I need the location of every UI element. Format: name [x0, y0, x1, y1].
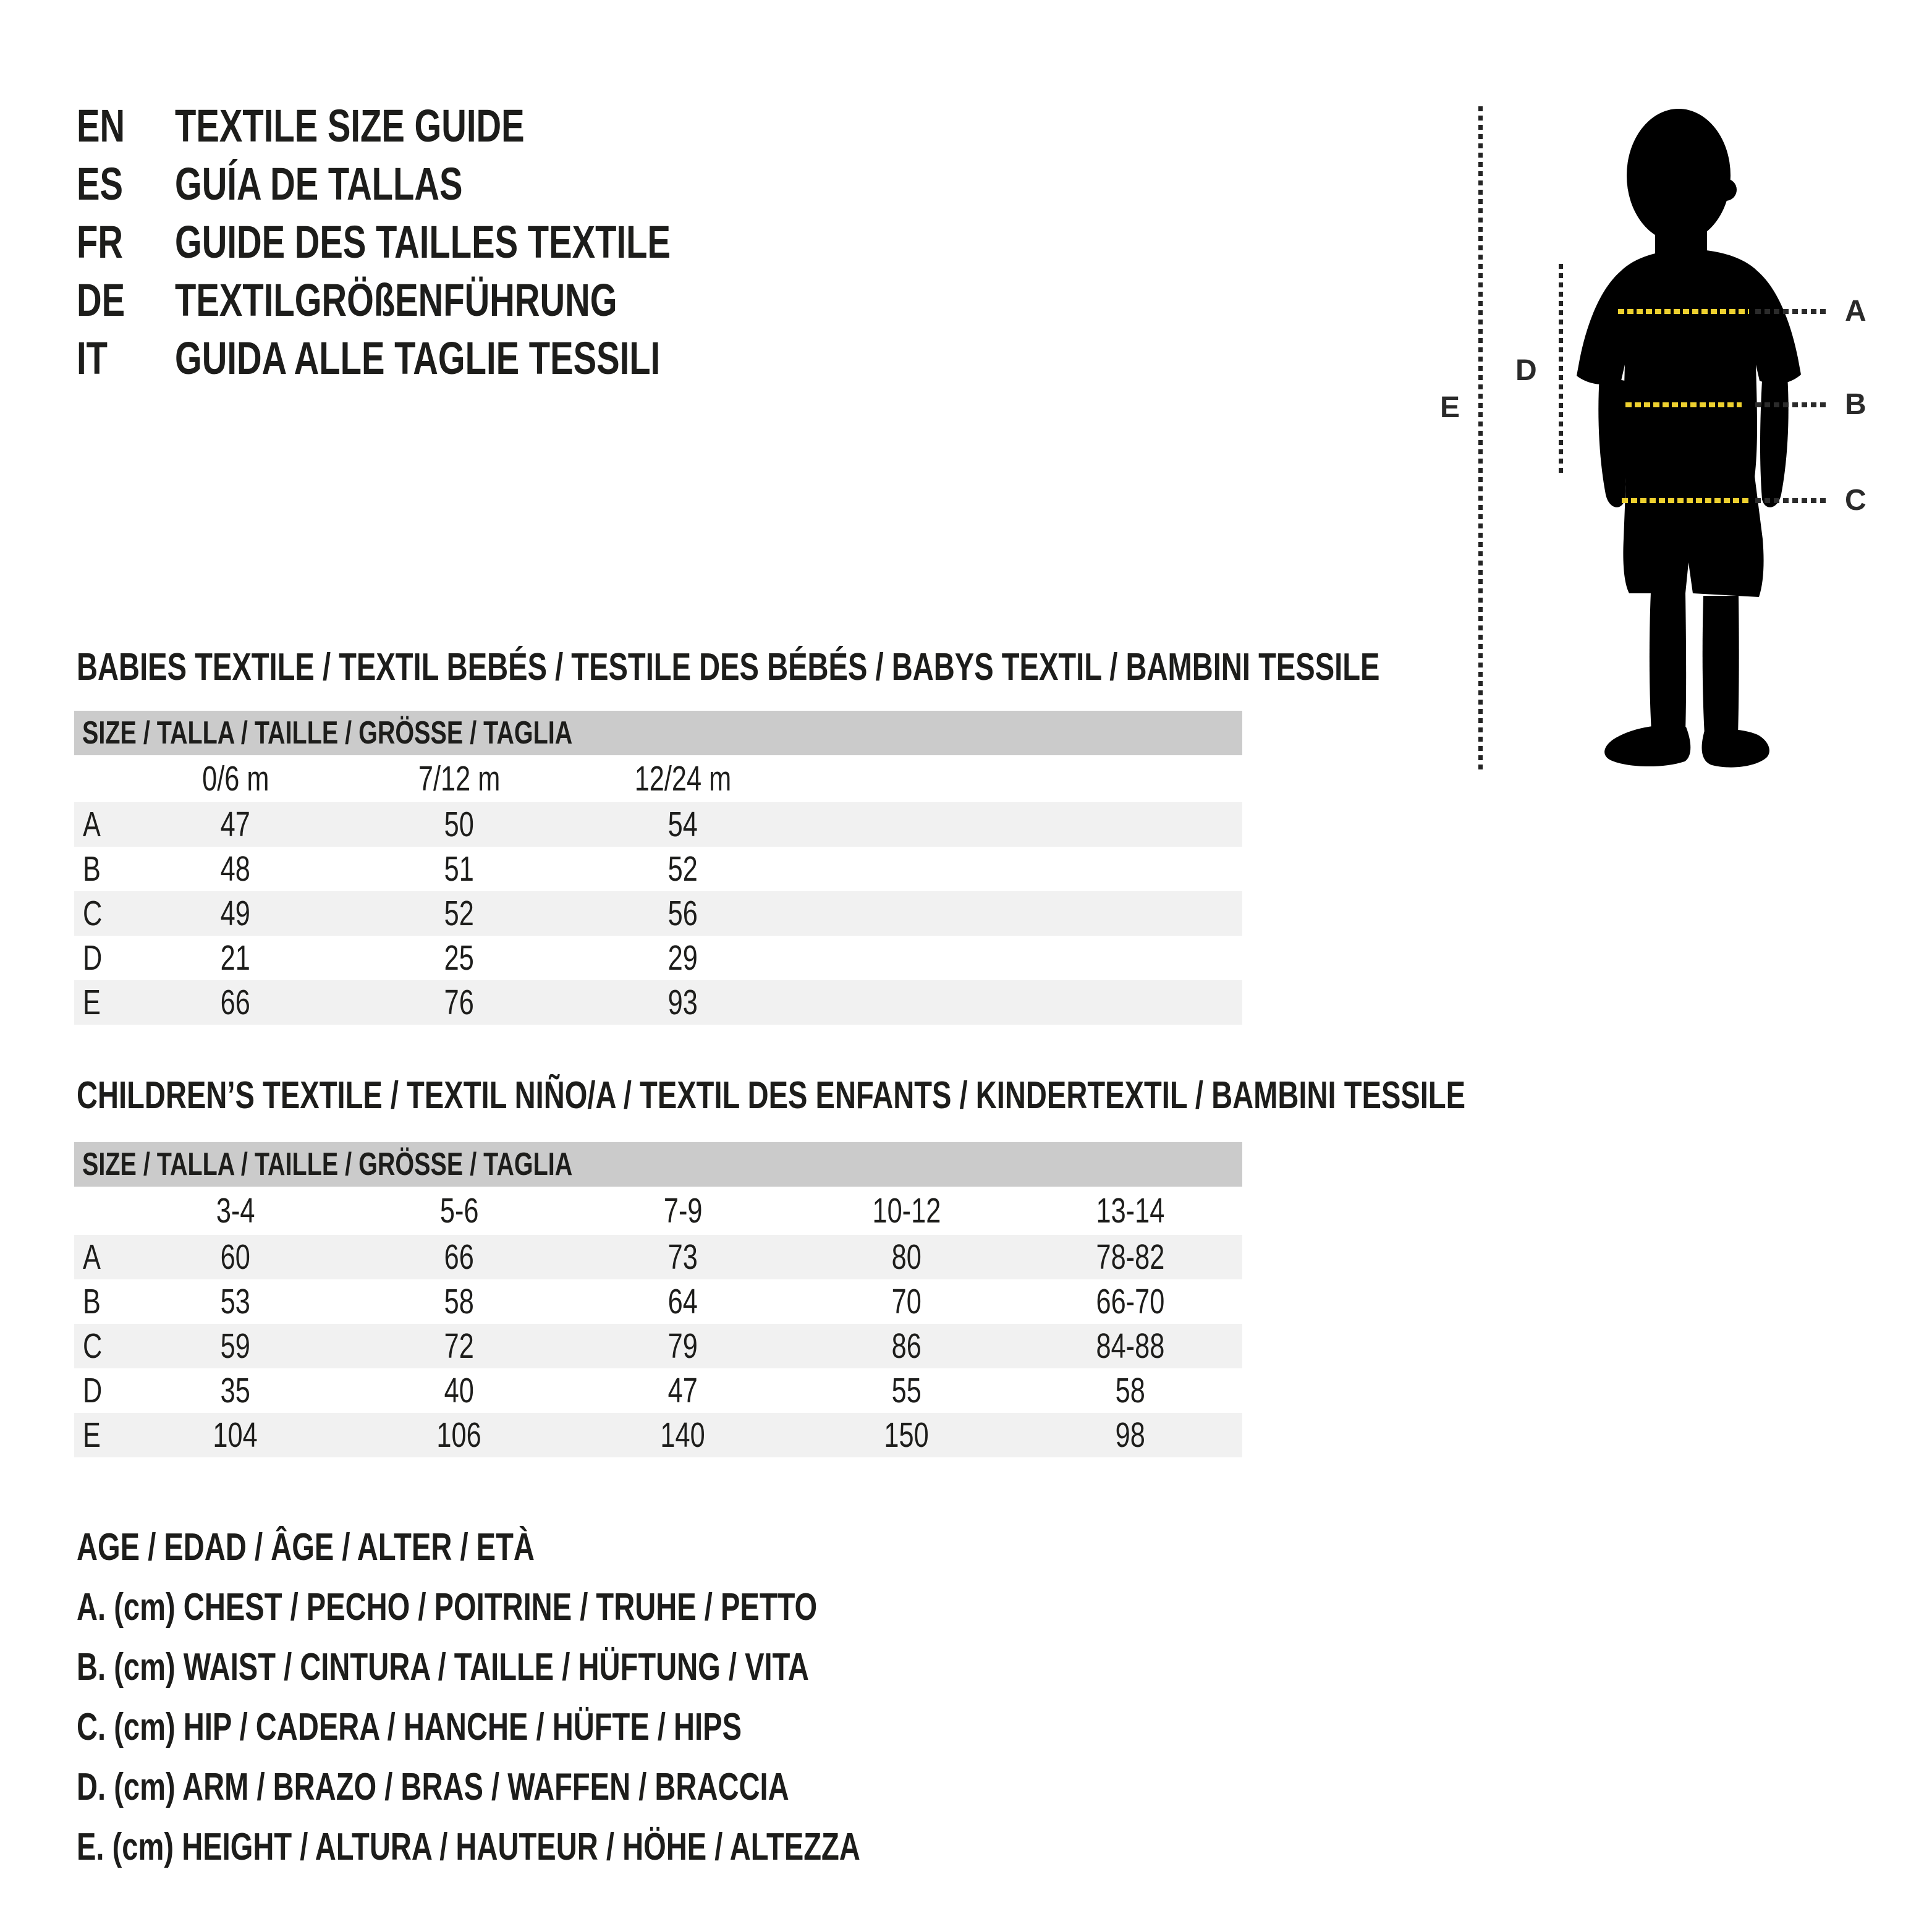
- table-row: [74, 980, 1242, 1025]
- arm-measure-line-D: [1559, 264, 1563, 477]
- measure-label-E: E: [1440, 391, 1460, 424]
- table-cell: [124, 1237, 347, 1277]
- measure-label-D: D: [1515, 354, 1537, 387]
- row-label-text: C: [83, 1326, 103, 1366]
- row-label-text: B: [83, 849, 101, 889]
- column-header: [1019, 1190, 1242, 1231]
- language-row: [77, 271, 1313, 329]
- cell-value: 53: [220, 1281, 251, 1321]
- table-cell: [571, 1370, 795, 1410]
- legend-line-text: C. (cm) HIP / CADERA / HANCHE / HÜFTE / HIPS: [77, 1706, 742, 1748]
- babies-table-header-text: SIZE / TALLA / TAILLE / GRÖSSE / TAGLIA: [82, 715, 573, 751]
- hip-measure-line-yellow: [1622, 498, 1749, 503]
- table-cell: [1019, 852, 1242, 887]
- table-cell: [347, 982, 571, 1022]
- cell-value: 56: [667, 893, 698, 933]
- table-cell: [795, 985, 1019, 1020]
- cell-value: 66: [220, 982, 251, 1022]
- cell-value: 78-82: [1096, 1237, 1165, 1277]
- cell-value: 76: [444, 982, 475, 1022]
- row-label-text: E: [83, 1415, 101, 1455]
- table-cell: [795, 852, 1019, 887]
- row-label: [74, 1281, 124, 1322]
- silhouette-left-arm: [1598, 376, 1627, 507]
- language-guide-title: GUIDA ALLE TAGLIE TESSILI: [175, 333, 661, 384]
- table-cell: [571, 893, 795, 933]
- cell-value: 54: [667, 804, 698, 844]
- table-cell: [124, 938, 347, 978]
- cell-value: 140: [660, 1415, 706, 1455]
- language-code: ES: [77, 158, 124, 210]
- language-code: EN: [77, 100, 125, 151]
- row-label: [74, 1326, 124, 1366]
- cell-value: 29: [667, 938, 698, 978]
- column-header: [1019, 761, 1242, 797]
- table-row: [74, 1324, 1242, 1368]
- cell-value: 86: [891, 1326, 922, 1366]
- table-cell: [347, 804, 571, 844]
- row-label: [74, 1415, 124, 1455]
- column-header: [347, 1190, 571, 1231]
- cell-value: 21: [220, 938, 251, 978]
- table-cell: [571, 1237, 795, 1277]
- table-cell: [347, 938, 571, 978]
- language-title-list: [77, 97, 1313, 388]
- language-guide-title: TEXTILGRÖßENFÜHRUNG: [175, 274, 617, 326]
- column-header: [347, 758, 571, 799]
- measure-label-C: C: [1845, 484, 1866, 517]
- table-cell: [571, 1281, 795, 1321]
- silhouette-ear: [1714, 179, 1737, 201]
- silhouette-shorts: [1623, 476, 1763, 597]
- row-label-text: D: [83, 938, 103, 978]
- row-label-text: B: [83, 1282, 101, 1321]
- table-cell: [124, 982, 347, 1022]
- table-cell: [571, 1415, 795, 1455]
- table-cell: [795, 1326, 1019, 1366]
- table-row: [74, 1279, 1242, 1324]
- children-column-header-row: [74, 1187, 1242, 1235]
- column-header-text: 10-12: [872, 1190, 941, 1231]
- cell-value: 72: [444, 1326, 475, 1366]
- column-header: [795, 1190, 1019, 1231]
- table-cell: [795, 1415, 1019, 1455]
- cell-value: 50: [444, 804, 475, 844]
- row-label: [74, 893, 124, 934]
- table-cell: [124, 804, 347, 844]
- cell-value: 98: [1115, 1415, 1146, 1455]
- row-label: [74, 938, 124, 978]
- table-cell: [1019, 1415, 1242, 1455]
- legend-line-text: B. (cm) WAIST / CINTURA / TAILLE / HÜFTUNG / VITA: [77, 1646, 809, 1688]
- babies-column-header-row: [74, 755, 1242, 802]
- cell-value: 58: [1115, 1370, 1146, 1410]
- row-label: [74, 1370, 124, 1411]
- cell-value: 49: [220, 893, 251, 933]
- cell-value: 47: [220, 804, 251, 844]
- language-guide-title: TEXTILE SIZE GUIDE: [175, 100, 525, 151]
- row-label-text: D: [83, 1371, 103, 1410]
- cell-value: 59: [220, 1326, 251, 1366]
- row-label: [74, 1237, 124, 1277]
- cell-value: 66: [444, 1237, 475, 1277]
- cell-value: 70: [891, 1281, 922, 1321]
- table-cell: [571, 982, 795, 1022]
- table-cell: [1019, 896, 1242, 931]
- table-cell: [795, 1237, 1019, 1277]
- table-row: [74, 1368, 1242, 1413]
- row-label: [74, 804, 124, 845]
- legend-line-arm: [77, 1757, 1498, 1817]
- table-cell: [347, 1370, 571, 1410]
- cell-value: 80: [891, 1237, 922, 1277]
- table-cell: [124, 1326, 347, 1366]
- table-cell: [1019, 1370, 1242, 1410]
- table-row: [74, 1235, 1242, 1279]
- table-cell: [795, 1281, 1019, 1321]
- cell-value: 52: [667, 849, 698, 889]
- children-section-title-text: CHILDREN’S TEXTILE / TEXTIL NIÑO/A / TEXTIL DES ENFANTS / KINDERTEXTIL / BAMBINI TESSILE: [77, 1074, 1466, 1117]
- cell-value: 73: [667, 1237, 698, 1277]
- language-row: [77, 213, 1313, 271]
- table-cell: [1019, 1326, 1242, 1366]
- table-cell: [347, 1415, 571, 1455]
- table-cell: [1019, 807, 1242, 842]
- cell-value: 25: [444, 938, 475, 978]
- table-row: [74, 847, 1242, 891]
- table-row: [74, 802, 1242, 847]
- table-cell: [571, 1326, 795, 1366]
- column-header: [571, 1190, 795, 1231]
- measurement-legend: [77, 1517, 1498, 1877]
- row-label-text: A: [83, 1237, 101, 1277]
- silhouette-right-arm: [1760, 376, 1789, 507]
- cell-value: 52: [444, 893, 475, 933]
- table-cell: [124, 1415, 347, 1455]
- cell-value: 104: [213, 1415, 258, 1455]
- language-guide-title: GUÍA DE TALLAS: [175, 158, 463, 210]
- row-label: [74, 982, 124, 1023]
- column-header-text: 7/12 m: [418, 758, 501, 799]
- hip-measure-line-dark: [1755, 498, 1829, 503]
- table-cell: [795, 807, 1019, 842]
- table-row: [74, 891, 1242, 936]
- language-row: [77, 97, 1313, 155]
- column-header-text: 13-14: [1096, 1190, 1165, 1231]
- legend-line-text: D. (cm) ARM / BRAZO / BRAS / WAFFEN / BRACCIA: [77, 1766, 789, 1808]
- column-header-text: 5-6: [439, 1190, 479, 1231]
- cell-value: 66-70: [1096, 1281, 1165, 1321]
- cell-value: 79: [667, 1326, 698, 1366]
- table-cell: [571, 804, 795, 844]
- column-header: [124, 758, 347, 799]
- table-row: [74, 936, 1242, 980]
- table-cell: [347, 849, 571, 889]
- column-header: [124, 1190, 347, 1231]
- silhouette-left-shoe: [1604, 726, 1690, 766]
- children-table-header-text: SIZE / TALLA / TAILLE / GRÖSSE / TAGLIA: [82, 1146, 573, 1182]
- row-label-text: C: [83, 894, 103, 933]
- legend-line-text: E. (cm) HEIGHT / ALTURA / HAUTEUR / HÖHE / ALTEZZA: [77, 1826, 860, 1868]
- measure-label-B: B: [1845, 388, 1866, 421]
- children-size-table: [74, 1142, 1242, 1457]
- cell-value: 40: [444, 1370, 475, 1410]
- waist-measure-line-dark: [1755, 402, 1829, 407]
- chest-measure-line-dark: [1755, 309, 1829, 314]
- table-cell: [347, 1237, 571, 1277]
- language-row: [77, 329, 1313, 388]
- waist-measure-line-yellow: [1625, 402, 1742, 407]
- babies-table-header-bar: [74, 711, 1242, 755]
- legend-line-text: A. (cm) CHEST / PECHO / POITRINE / TRUHE / PETTO: [77, 1586, 818, 1629]
- row-label: [74, 849, 124, 889]
- cell-value: 47: [667, 1370, 698, 1410]
- cell-value: 64: [667, 1281, 698, 1321]
- cell-value: 93: [667, 982, 698, 1022]
- cell-value: 106: [436, 1415, 482, 1455]
- table-cell: [571, 938, 795, 978]
- babies-size-table: [74, 711, 1242, 1025]
- table-cell: [795, 1370, 1019, 1410]
- row-label-text: E: [83, 983, 101, 1022]
- table-row: [74, 1413, 1242, 1457]
- table-cell: [571, 849, 795, 889]
- language-code: DE: [77, 274, 125, 326]
- legend-line-hip: [77, 1697, 1498, 1757]
- silhouette-right-shoe: [1702, 729, 1769, 767]
- table-cell: [1019, 941, 1242, 976]
- children-section-title: [77, 1075, 1904, 1116]
- legend-line-text: AGE / EDAD / ÂGE / ALTER / ETÀ: [77, 1526, 535, 1569]
- legend-line-chest: [77, 1577, 1498, 1637]
- column-header: [795, 761, 1019, 797]
- legend-line-age: [77, 1517, 1498, 1577]
- table-cell: [1019, 1237, 1242, 1277]
- table-cell: [124, 849, 347, 889]
- children-table-header-bar: [74, 1142, 1242, 1187]
- language-guide-title: GUIDE DES TAILLES TEXTILE: [175, 216, 671, 268]
- cell-value: 150: [884, 1415, 930, 1455]
- language-code: FR: [77, 216, 123, 268]
- table-cell: [124, 893, 347, 933]
- column-header-text: 3-4: [216, 1190, 255, 1231]
- table-cell: [1019, 1281, 1242, 1321]
- column-header-text: 0/6 m: [201, 758, 269, 799]
- cell-value: 84-88: [1096, 1326, 1165, 1366]
- cell-value: 51: [444, 849, 475, 889]
- cell-value: 60: [220, 1237, 251, 1277]
- measure-label-A: A: [1845, 295, 1866, 328]
- chest-measure-line-yellow: [1618, 309, 1749, 314]
- legend-line-height: [77, 1817, 1498, 1877]
- language-code: IT: [77, 333, 108, 384]
- cell-value: 48: [220, 849, 251, 889]
- table-cell: [795, 941, 1019, 976]
- legend-line-waist: [77, 1637, 1498, 1697]
- row-label-text: A: [83, 805, 101, 844]
- table-cell: [347, 1326, 571, 1366]
- table-cell: [347, 1281, 571, 1321]
- table-cell: [124, 1370, 347, 1410]
- table-cell: [347, 893, 571, 933]
- table-cell: [795, 896, 1019, 931]
- babies-section-title-text: BABIES TEXTILE / TEXTIL BEBÉS / TESTILE DES BÉBÉS / BABYS TEXTIL / BAMBINI TESSILE: [77, 646, 1380, 688]
- column-header: [571, 758, 795, 799]
- column-header-text: 12/24 m: [634, 758, 732, 799]
- table-cell: [1019, 985, 1242, 1020]
- table-cell: [124, 1281, 347, 1321]
- cell-value: 35: [220, 1370, 251, 1410]
- language-row: [77, 155, 1313, 213]
- cell-value: 55: [891, 1370, 922, 1410]
- babies-section-title: [77, 647, 1791, 688]
- column-header-text: 7-9: [663, 1190, 703, 1231]
- cell-value: 58: [444, 1281, 475, 1321]
